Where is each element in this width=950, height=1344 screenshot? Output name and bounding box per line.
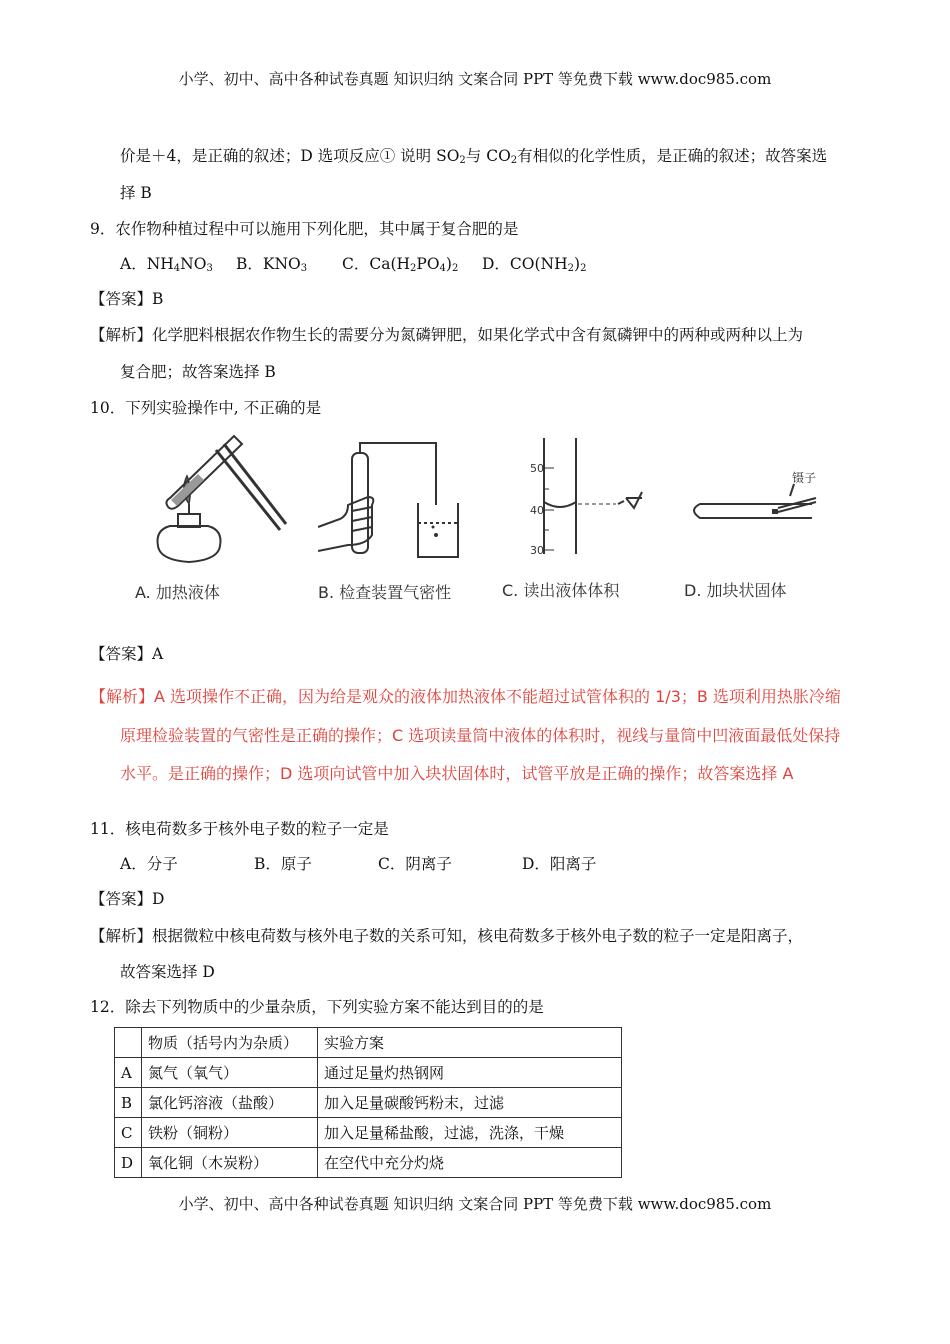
q12-stem: 12．除去下列物质中的少量杂质，下列实验方案不能达到目的的是	[90, 998, 544, 1016]
q11-answer: 【答案】D	[90, 890, 165, 908]
q10-answer: 【答案】A	[90, 645, 164, 663]
figure-adding-solid	[682, 462, 832, 532]
test-tube-d	[694, 504, 812, 518]
q9-option-a: A．$NH_4NO_3$	[120, 255, 213, 274]
figure-airtightness	[318, 435, 468, 560]
q11-analysis-line1: 【解析】根据微粒中核电荷数与核外电子数的关系可知，核电荷数多于核外电子数的粒子一定是阳离子，	[90, 927, 804, 945]
meniscus	[544, 502, 576, 507]
figure-heating-liquid	[140, 428, 300, 578]
page-footer: 小学、初中、高中各种试卷真题 知识归纳 文案合同 PPT 等免费下载 www.doc985.com	[178, 1195, 772, 1213]
q8-analysis-line1: 价是＋4，是正确的叙述；D 选项反应① 说明 $SO_2$与 $CO_2$有相似的化学性质，是正确的叙述；故答案选	[120, 147, 828, 166]
table-header-plan: 实验方案	[318, 1028, 622, 1058]
q10-stem: 10．下列实验操作中, 不正确的是	[90, 399, 322, 417]
test-tube	[166, 436, 242, 509]
table-cell-plan: 在空代中充分灼烧	[318, 1148, 622, 1178]
delivery-tube	[360, 443, 436, 505]
table-cell-key: D	[115, 1148, 142, 1178]
table-header-substance: 物质（括号内为杂质）	[142, 1028, 318, 1058]
q11-analysis-line2: 故答案选择 D	[120, 963, 215, 981]
q11-option-c: C．阴离子	[378, 855, 452, 873]
q10-analysis-line3: 水平。是正确的操作；D 选项向试管中加入块状固体时，试管平放是正确的操作；故答案选择 A	[120, 764, 794, 783]
table-cell-substance: 铁粉（铜粉）	[142, 1118, 318, 1148]
q11-stem: 11．核电荷数多于核外电子数的粒子一定是	[90, 820, 389, 838]
caption-c: C. 读出液体体积	[502, 581, 620, 600]
table-header-row	[115, 1028, 622, 1058]
q9-option-b: B．$KNO_3$	[236, 255, 308, 274]
table-cell-plan: 加入足量碳酸钙粉末，过滤	[318, 1088, 622, 1118]
q11-option-b: B．原子	[254, 855, 312, 873]
hand	[318, 497, 373, 551]
q10-analysis-line2: 原理检验装置的气密性是正确的操作；C 选项读量筒中液体的体积时，视线与量筒中凹液面最低处保持	[120, 726, 841, 745]
table-cell-substance: 氧化铜（木炭粉）	[142, 1148, 318, 1178]
tweezers-label: 镊子	[792, 471, 817, 485]
scale-30: 30	[530, 544, 544, 557]
eye	[618, 492, 642, 508]
table-row	[115, 1058, 622, 1088]
table-row	[115, 1148, 622, 1178]
q9-option-c: C．$Ca(H_2PO_4)_2$	[342, 255, 459, 274]
q9-analysis-line2: 复合肥；故答案选择 B	[120, 363, 276, 381]
caption-d: D. 加块状固体	[684, 581, 787, 600]
q9-analysis-line1: 【解析】化学肥料根据农作物生长的需要分为氮磷钾肥，如果化学式中含有氮磷钾中的两种或两种以上为	[90, 326, 804, 344]
test-tube-holder	[216, 444, 286, 530]
q8-analysis-line2: 择 B	[120, 184, 152, 202]
table-row	[115, 1118, 622, 1148]
q9-answer: 【答案】B	[90, 290, 164, 308]
q10-analysis-line1: 【解析】A 选项操作不正确，因为给是观众的液体加热液体不能超过试管体积的 1/3；B 选项利用热胀冷缩	[90, 687, 841, 706]
q11-option-d: D．阳离子	[522, 855, 597, 873]
page-header: 小学、初中、高中各种试卷真题 知识归纳 文案合同 PPT 等免费下载 www.doc985.com	[178, 70, 772, 88]
table-cell-key: B	[115, 1088, 142, 1118]
table-cell-plan: 加入足量稀盐酸，过滤，洗涤，干燥	[318, 1118, 622, 1148]
q9-option-d: D．$CO(NH_2)_2$	[482, 255, 587, 274]
scale-50: 50	[530, 462, 544, 475]
beaker	[418, 503, 458, 557]
caption-b: B. 检查装置气密性	[318, 583, 452, 602]
table-cell-key: C	[115, 1118, 142, 1148]
scale-40: 40	[530, 504, 544, 517]
caption-a: A. 加热液体	[135, 583, 220, 602]
q11-option-a: A．分子	[120, 855, 178, 873]
table-cell-key: A	[115, 1058, 142, 1088]
q12-table	[114, 1027, 622, 1178]
q9-stem: 9．农作物种植过程中可以施用下列化肥，其中属于复合肥的是	[90, 220, 519, 238]
alcohol-lamp	[158, 504, 221, 562]
table-cell-plan: 通过足量灼热钢网	[318, 1058, 622, 1088]
figure-graduated-cylinder	[530, 432, 660, 560]
table-row	[115, 1088, 622, 1118]
table-cell-substance: 氯化钙溶液（盐酸）	[142, 1088, 318, 1118]
table-cell-substance: 氮气（氧气）	[142, 1058, 318, 1088]
table-header-key	[115, 1028, 142, 1058]
